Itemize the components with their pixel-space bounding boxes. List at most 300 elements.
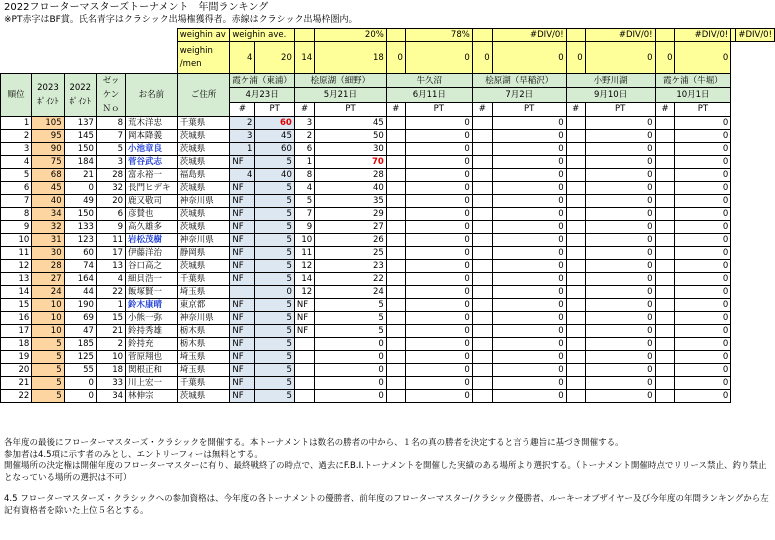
bib-number-cell: 9: [96, 221, 125, 234]
event-finish-cell: [566, 286, 585, 299]
event-finish-cell: [386, 117, 405, 130]
angler-name-cell: 川上宏一: [126, 377, 178, 390]
event-finish-cell: [386, 247, 405, 260]
header-row-venue: [1, 74, 775, 88]
event-points-cell: 0: [675, 130, 731, 143]
event-finish-cell: [566, 234, 585, 247]
points-2023-cell: 10: [32, 312, 64, 325]
address-cell: 茨城県: [177, 182, 230, 195]
event-finish-cell: [386, 273, 405, 286]
stat-blank: [294, 29, 314, 42]
event-finish-cell: 8: [294, 169, 314, 182]
event-points-cell: 0: [675, 117, 731, 130]
ranking-table: [0, 28, 775, 403]
rank-cell: 3: [1, 143, 32, 156]
event-finish-cell: [472, 312, 492, 325]
event-finish-cell: [566, 221, 585, 234]
event-points-cell: 0: [675, 351, 731, 364]
event-finish-cell: [386, 130, 405, 143]
bib-number-cell: 11: [96, 234, 125, 247]
weighin-per-men-value: 0: [585, 42, 655, 74]
event-finish-cell: [386, 143, 405, 156]
table-row: [1, 377, 775, 390]
address-cell: 静岡県: [177, 247, 230, 260]
address-header: ご住所: [177, 74, 230, 117]
address-cell: 茨城県: [177, 260, 230, 273]
event-finish-cell: [655, 364, 675, 377]
address-cell: 栃木県: [177, 325, 230, 338]
address-cell: 茨城県: [177, 130, 230, 143]
event-points-cell: 0: [585, 390, 655, 403]
bib-number-cell: 7: [96, 130, 125, 143]
bib-number-cell: 13: [96, 260, 125, 273]
event-points-cell: 5: [255, 234, 294, 247]
event-points-cell: 0: [315, 351, 387, 364]
points-2023-cell: 5: [32, 364, 64, 377]
points-2023-cell: 30: [32, 247, 64, 260]
table-row: [1, 247, 775, 260]
stats-row-average: [1, 29, 775, 42]
event-points-cell: 0: [675, 221, 731, 234]
event-finish-cell: [655, 156, 675, 169]
event-finish-cell: [386, 312, 405, 325]
event-points-cell: 0: [492, 325, 566, 338]
angler-name-cell: 鈴持充: [126, 338, 178, 351]
event-finish-cell: NF: [230, 156, 255, 169]
event-points-cell: 0: [405, 143, 472, 156]
event-finish-cell: [386, 182, 405, 195]
address-cell: 埼玉県: [177, 286, 230, 299]
event-finish-cell: [386, 351, 405, 364]
angler-name-cell: 荒木洋忠: [126, 117, 178, 130]
points-2022-cell: 0: [64, 377, 96, 390]
event-finish-cell: [566, 273, 585, 286]
event-points-cell: 0: [405, 169, 472, 182]
table-row: [1, 299, 775, 312]
bib-number-cell: 18: [96, 364, 125, 377]
rank-cell: 22: [1, 390, 32, 403]
address-cell: 東京都: [177, 299, 230, 312]
event-finish-cell: [472, 169, 492, 182]
event-points-cell: 0: [405, 286, 472, 299]
event-points-header: PT: [405, 102, 472, 116]
event-finish-cell: NF: [230, 247, 255, 260]
event-finish-cell: NF: [230, 312, 255, 325]
event-venue: 霞ケ浦（東浦）: [230, 74, 295, 88]
weighin-average-value: 78%: [405, 29, 472, 42]
address-cell: 神奈川県: [177, 312, 230, 325]
event-points-cell: 0: [315, 364, 387, 377]
event-finish-cell: [566, 195, 585, 208]
event-points-cell: 0: [405, 117, 472, 130]
event-points-cell: 5: [255, 247, 294, 260]
event-finish-cell: [655, 286, 675, 299]
table-row: [1, 273, 775, 286]
points-2023-cell: 40: [32, 195, 64, 208]
angler-name-cell: 林伸宗: [126, 390, 178, 403]
event-points-header: PT: [255, 102, 294, 116]
event-finish-cell: [472, 234, 492, 247]
event-finish-cell: [230, 286, 255, 299]
bib-number-cell: 5: [96, 143, 125, 156]
points-2023-cell: 5: [32, 390, 64, 403]
points-2023-cell: 10: [32, 299, 64, 312]
event-points-cell: 0: [405, 247, 472, 260]
blank-cell: [1, 42, 178, 74]
event-points-header: PT: [585, 102, 655, 116]
event-points-cell: 40: [255, 169, 294, 182]
finish-number-header: #: [386, 102, 405, 116]
points-2023-cell: 31: [32, 234, 64, 247]
angler-name-cell: 飯塚賢一: [126, 286, 178, 299]
event-finish-cell: [472, 364, 492, 377]
bib-number-cell: 33: [96, 377, 125, 390]
event-finish-cell: [294, 364, 314, 377]
finish-number-header: #: [566, 102, 585, 116]
table-row: [1, 260, 775, 273]
event-points-cell: 35: [315, 195, 387, 208]
weighin-count-value: 0: [386, 42, 405, 74]
event-finish-cell: [566, 169, 585, 182]
event-points-cell: 5: [255, 312, 294, 325]
table-row: [1, 286, 775, 299]
event-finish-cell: 14: [294, 273, 314, 286]
event-points-cell: 0: [675, 273, 731, 286]
rank-cell: 4: [1, 156, 32, 169]
event-finish-cell: 4: [230, 169, 255, 182]
event-points-cell: 0: [675, 338, 731, 351]
event-points-cell: 0: [405, 273, 472, 286]
points-2023-header: 2023 ﾎﾟｲﾝﾄ: [32, 74, 64, 117]
event-points-cell: 0: [675, 299, 731, 312]
address-cell: 埼玉県: [177, 364, 230, 377]
address-cell: 埼玉県: [177, 351, 230, 364]
event-points-cell: 0: [585, 273, 655, 286]
angler-name-cell: 谷口高之: [126, 260, 178, 273]
bib-number-cell: 17: [96, 247, 125, 260]
angler-name-cell: 長門ヒデキ: [126, 182, 178, 195]
bib-number-header: ゼッケン Ｎｏ: [96, 74, 125, 117]
finish-number-header: #: [230, 102, 255, 116]
table-row: [1, 117, 775, 130]
event-finish-cell: 2: [230, 117, 255, 130]
angler-name-cell: 小池章良: [126, 143, 178, 156]
address-cell: 千葉県: [177, 273, 230, 286]
event-points-cell: 0: [405, 325, 472, 338]
event-points-cell: 0: [405, 260, 472, 273]
table-row: [1, 312, 775, 325]
points-2022-cell: 123: [64, 234, 96, 247]
event-venue: 桧原湖（早稲沢）: [472, 74, 566, 88]
event-finish-cell: [566, 325, 585, 338]
event-points-cell: 0: [585, 364, 655, 377]
event-points-cell: 0: [492, 299, 566, 312]
rank-cell: 15: [1, 299, 32, 312]
event-finish-cell: [566, 247, 585, 260]
bib-number-cell: 32: [96, 182, 125, 195]
event-points-cell: 0: [585, 286, 655, 299]
points-2022-cell: 21: [64, 169, 96, 182]
event-points-cell: 60: [255, 143, 294, 156]
rank-cell: 17: [1, 325, 32, 338]
bib-number-cell: 3: [96, 156, 125, 169]
event-finish-cell: NF: [230, 377, 255, 390]
stat-blank: [472, 29, 492, 42]
event-points-cell: 0: [675, 377, 731, 390]
finish-number-header: #: [655, 102, 675, 116]
event-finish-cell: [386, 169, 405, 182]
event-finish-cell: 7: [294, 208, 314, 221]
event-finish-cell: 9: [294, 221, 314, 234]
event-points-cell: 5: [255, 364, 294, 377]
page-title: 2022フローターマスターズトーナメント 年間ランキング: [4, 2, 269, 13]
rule-paragraph-2: 参加者は4.5項に示す者のみとし、エントリーフィーは無料とする。: [4, 449, 263, 460]
event-finish-cell: NF: [230, 208, 255, 221]
event-finish-cell: [472, 221, 492, 234]
table-row: [1, 182, 775, 195]
event-points-cell: 0: [675, 247, 731, 260]
event-points-cell: 5: [255, 338, 294, 351]
bib-number-cell: 2: [96, 338, 125, 351]
event-points-cell: 0: [492, 377, 566, 390]
event-date: 10月1日: [655, 88, 731, 102]
address-cell: 千葉県: [177, 377, 230, 390]
event-points-cell: 0: [492, 273, 566, 286]
rank-cell: 20: [1, 364, 32, 377]
rank-cell: 13: [1, 273, 32, 286]
bib-number-cell: 34: [96, 390, 125, 403]
event-points-cell: 0: [405, 364, 472, 377]
event-finish-cell: [655, 182, 675, 195]
event-finish-cell: 12: [294, 260, 314, 273]
event-date: 6月11日: [386, 88, 472, 102]
address-cell: 千葉県: [177, 117, 230, 130]
rank-cell: 16: [1, 312, 32, 325]
event-points-cell: 0: [585, 299, 655, 312]
table-row: [1, 234, 775, 247]
event-finish-cell: 10: [294, 234, 314, 247]
event-points-cell: 0: [405, 377, 472, 390]
weighin-count-value: 0: [472, 42, 492, 74]
angler-name-cell: 高久雄多: [126, 221, 178, 234]
points-2023-cell: 32: [32, 221, 64, 234]
event-points-cell: 0: [492, 364, 566, 377]
event-finish-cell: NF: [230, 234, 255, 247]
weighin-average-value: #DIV/0!: [492, 29, 566, 42]
event-points-cell: 0: [675, 234, 731, 247]
event-points-cell: 0: [675, 325, 731, 338]
event-finish-cell: 2: [294, 130, 314, 143]
points-2023-cell: 5: [32, 351, 64, 364]
event-points-cell: 0: [585, 221, 655, 234]
event-finish-cell: [386, 234, 405, 247]
event-finish-cell: [386, 156, 405, 169]
event-points-cell: 5: [315, 325, 387, 338]
event-points-cell: 0: [492, 208, 566, 221]
points-2023-cell: 68: [32, 169, 64, 182]
event-finish-cell: NF: [294, 325, 314, 338]
points-2023-cell: 5: [32, 338, 64, 351]
event-points-header: PT: [675, 102, 731, 116]
event-venue: 牛久沼: [386, 74, 472, 88]
address-cell: 茨城県: [177, 156, 230, 169]
event-points-cell: 0: [492, 182, 566, 195]
weighin-count-value: 0: [655, 42, 675, 74]
event-points-cell: 0: [675, 260, 731, 273]
angler-name-cell: 小熊一弥: [126, 312, 178, 325]
rule-paragraph-1: 各年度の最後にフローターマスターズ・クラシックを開催する。本トーナメントは数名の勝者の中から、１名の真の勝者を決定すると言う趣旨に基づき開催する。: [4, 438, 624, 448]
event-points-cell: 0: [405, 221, 472, 234]
table-row: [1, 130, 775, 143]
event-points-cell: 0: [315, 390, 387, 403]
angler-name-cell: 関根正和: [126, 364, 178, 377]
rule-paragraph-4: 4.5 フローターマスターズ・クラシックへの参加資格は、今年度の各トーナメントの優勝者、前年度のフローターマスター/クラシック優勝者、ルーキーオブザイヤー及び今年度の年間ランキングから左記有資格者を除いた上位５名とする。: [4, 494, 769, 516]
event-finish-cell: [655, 208, 675, 221]
event-finish-cell: 4: [294, 182, 314, 195]
rank-cell: 7: [1, 195, 32, 208]
bib-number-cell: 15: [96, 312, 125, 325]
points-2022-cell: 44: [64, 286, 96, 299]
address-cell: 福島県: [177, 169, 230, 182]
event-finish-cell: 1: [294, 156, 314, 169]
event-finish-cell: [472, 208, 492, 221]
points-2023-cell: 27: [32, 273, 64, 286]
event-finish-cell: [566, 130, 585, 143]
bib-number-cell: 4: [96, 273, 125, 286]
event-finish-cell: [655, 169, 675, 182]
event-finish-cell: [655, 273, 675, 286]
bib-number-cell: 28: [96, 169, 125, 182]
event-finish-cell: NF: [230, 182, 255, 195]
event-points-cell: 5: [255, 325, 294, 338]
event-finish-cell: [655, 260, 675, 273]
event-points-cell: 0: [492, 247, 566, 260]
event-points-cell: 0: [405, 351, 472, 364]
points-2022-cell: 150: [64, 143, 96, 156]
points-2022-cell: 0: [64, 182, 96, 195]
event-finish-cell: [472, 260, 492, 273]
angler-name-cell: 鈴木康晴: [126, 299, 178, 312]
event-finish-cell: 12: [294, 286, 314, 299]
event-points-cell: 0: [585, 182, 655, 195]
event-points-cell: 0: [492, 221, 566, 234]
event-points-cell: 0: [675, 182, 731, 195]
event-finish-cell: NF: [230, 390, 255, 403]
table-row: [1, 221, 775, 234]
points-2022-header: 2022 ﾎﾟｲﾝﾄ: [64, 74, 96, 117]
rank-cell: 8: [1, 208, 32, 221]
event-points-cell: 5: [255, 182, 294, 195]
angler-name-cell: 鹿又敬司: [126, 195, 178, 208]
rule-paragraph-3: 開催場所の決定権は開催年度のフローターマスターに有り、最終戦終了の時点で、過去にF.B.I.トーナメントを開催した実績のある場所より選択する。（トーナメント開催時点でリリース禁止、釣り禁止となっている場所の選択は不可）: [4, 461, 767, 483]
event-finish-cell: [386, 390, 405, 403]
event-finish-cell: [566, 364, 585, 377]
event-finish-cell: [386, 338, 405, 351]
event-finish-cell: [472, 325, 492, 338]
event-finish-cell: NF: [230, 195, 255, 208]
event-finish-cell: NF: [230, 338, 255, 351]
points-2023-cell: 24: [32, 286, 64, 299]
bib-number-cell: 21: [96, 325, 125, 338]
event-points-cell: 0: [585, 130, 655, 143]
rank-header: 順位: [1, 74, 32, 117]
event-points-cell: 24: [315, 286, 387, 299]
event-finish-cell: [294, 390, 314, 403]
event-finish-cell: NF: [294, 312, 314, 325]
rank-cell: 6: [1, 182, 32, 195]
table-row: [1, 325, 775, 338]
points-2023-cell: 10: [32, 325, 64, 338]
event-points-cell: 0: [585, 117, 655, 130]
event-finish-cell: [294, 377, 314, 390]
event-points-cell: 0: [405, 208, 472, 221]
event-points-cell: 5: [255, 390, 294, 403]
rank-cell: 12: [1, 260, 32, 273]
event-points-cell: 0: [405, 312, 472, 325]
event-finish-cell: [655, 377, 675, 390]
address-cell: 神奈川県: [177, 195, 230, 208]
event-points-cell: 30: [315, 143, 387, 156]
angler-name-cell: 菅谷武志: [126, 156, 178, 169]
event-points-cell: 5: [255, 299, 294, 312]
event-finish-cell: [655, 143, 675, 156]
angler-name-cell: 伊藤洋治: [126, 247, 178, 260]
event-finish-cell: [386, 208, 405, 221]
legend-note: ※PT赤字はBF賞。氏名青字はクラシック出場権獲得者。赤線はクラシック出場枠圏内。: [4, 15, 358, 25]
event-points-cell: 5: [255, 260, 294, 273]
event-points-header: PT: [492, 102, 566, 116]
weighin-average-label: weighin ave.: [230, 29, 295, 42]
stats-row-per-men: [1, 42, 775, 74]
event-points-cell: 27: [315, 221, 387, 234]
stat-blank: [655, 29, 675, 42]
angler-name-cell: 鈴持秀雄: [126, 325, 178, 338]
event-points-cell: 45: [255, 130, 294, 143]
event-finish-cell: NF: [230, 260, 255, 273]
event-finish-cell: [655, 247, 675, 260]
bib-number-cell: 8: [96, 117, 125, 130]
event-finish-cell: [655, 338, 675, 351]
event-finish-cell: [566, 182, 585, 195]
event-finish-cell: [386, 377, 405, 390]
event-points-cell: 0: [492, 169, 566, 182]
event-points-cell: 0: [255, 286, 294, 299]
event-finish-cell: [566, 143, 585, 156]
weighin-per-men-value: 0: [405, 42, 472, 74]
event-points-cell: 0: [585, 312, 655, 325]
event-points-cell: 5: [255, 377, 294, 390]
table-row: [1, 156, 775, 169]
event-points-cell: 0: [315, 338, 387, 351]
points-2023-cell: 90: [32, 143, 64, 156]
finish-number-header: #: [294, 102, 314, 116]
weighin-average-value: 20%: [315, 29, 387, 42]
table-row: [1, 169, 775, 182]
stat-blank: [386, 29, 405, 42]
event-points-cell: 0: [492, 130, 566, 143]
table-row: [1, 390, 775, 403]
points-2022-cell: 145: [64, 130, 96, 143]
rank-cell: 18: [1, 338, 32, 351]
event-finish-cell: NF: [230, 221, 255, 234]
angler-name-cell: 岩松茂樹: [126, 234, 178, 247]
event-finish-cell: [386, 286, 405, 299]
event-points-cell: 0: [585, 143, 655, 156]
event-date: 7月2日: [472, 88, 566, 102]
event-finish-cell: [472, 377, 492, 390]
weighin-per-men-value: 20: [255, 42, 294, 74]
event-finish-cell: [566, 338, 585, 351]
